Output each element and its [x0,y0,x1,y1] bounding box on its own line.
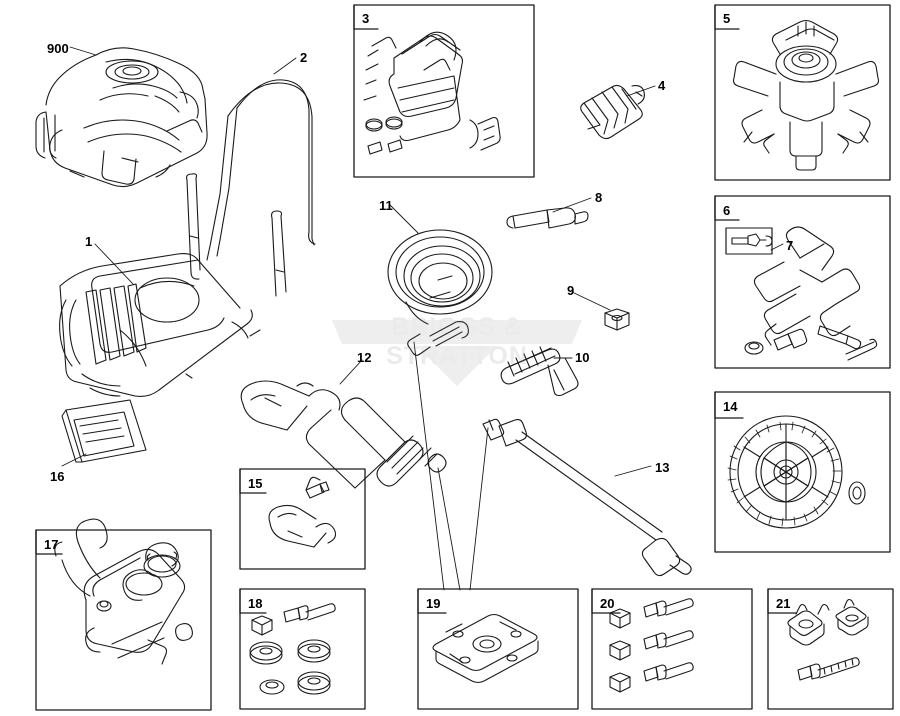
box-label-17: 17 [44,537,59,552]
box-20-content [610,599,693,692]
callout-12: 12 [357,350,372,365]
box-5-content [734,21,879,171]
box-3-content [364,32,500,154]
box-label-5: 5 [723,11,731,26]
part-16-plate [62,400,146,462]
engine-assembly [36,48,207,187]
callout-900: 900 [47,41,69,56]
callout-10: 10 [575,350,590,365]
hose-coil [388,230,492,355]
box-18-content [250,604,335,694]
box-label-14: 14 [723,399,738,414]
callout-4: 4 [658,78,666,93]
callout-7: 7 [786,238,794,253]
box-6-content [726,227,877,360]
callout-1: 1 [85,234,93,249]
part-8-fitting [507,208,588,228]
box-15-content [269,477,336,547]
box-14-content [728,416,865,528]
frame-assembly [60,254,260,397]
box-label-6: 6 [723,203,731,218]
part-13-lance [483,419,691,575]
spray-gun-assembly [241,381,446,491]
box-label-20: 20 [600,596,615,611]
callout-13: 13 [655,460,670,475]
box-label-21: 21 [776,596,791,611]
watermark-text: BRIGGS & STRATTON [386,313,528,370]
box-label-3: 3 [362,11,370,26]
box-19-content [433,615,538,683]
callout-8: 8 [595,190,603,205]
leader-lines [62,47,783,590]
box-label-18: 18 [248,596,263,611]
box-frames [36,5,893,710]
box-label-15: 15 [248,476,263,491]
part-10-strip [501,347,578,396]
part-9-nut [605,309,629,330]
callout-16: 16 [50,469,65,484]
callout-2: 2 [300,50,308,65]
box-17-content [55,519,193,664]
box-21-content [788,600,868,681]
callout-9: 9 [567,283,575,298]
box-label-19: 19 [426,596,441,611]
callout-11: 11 [379,198,393,213]
